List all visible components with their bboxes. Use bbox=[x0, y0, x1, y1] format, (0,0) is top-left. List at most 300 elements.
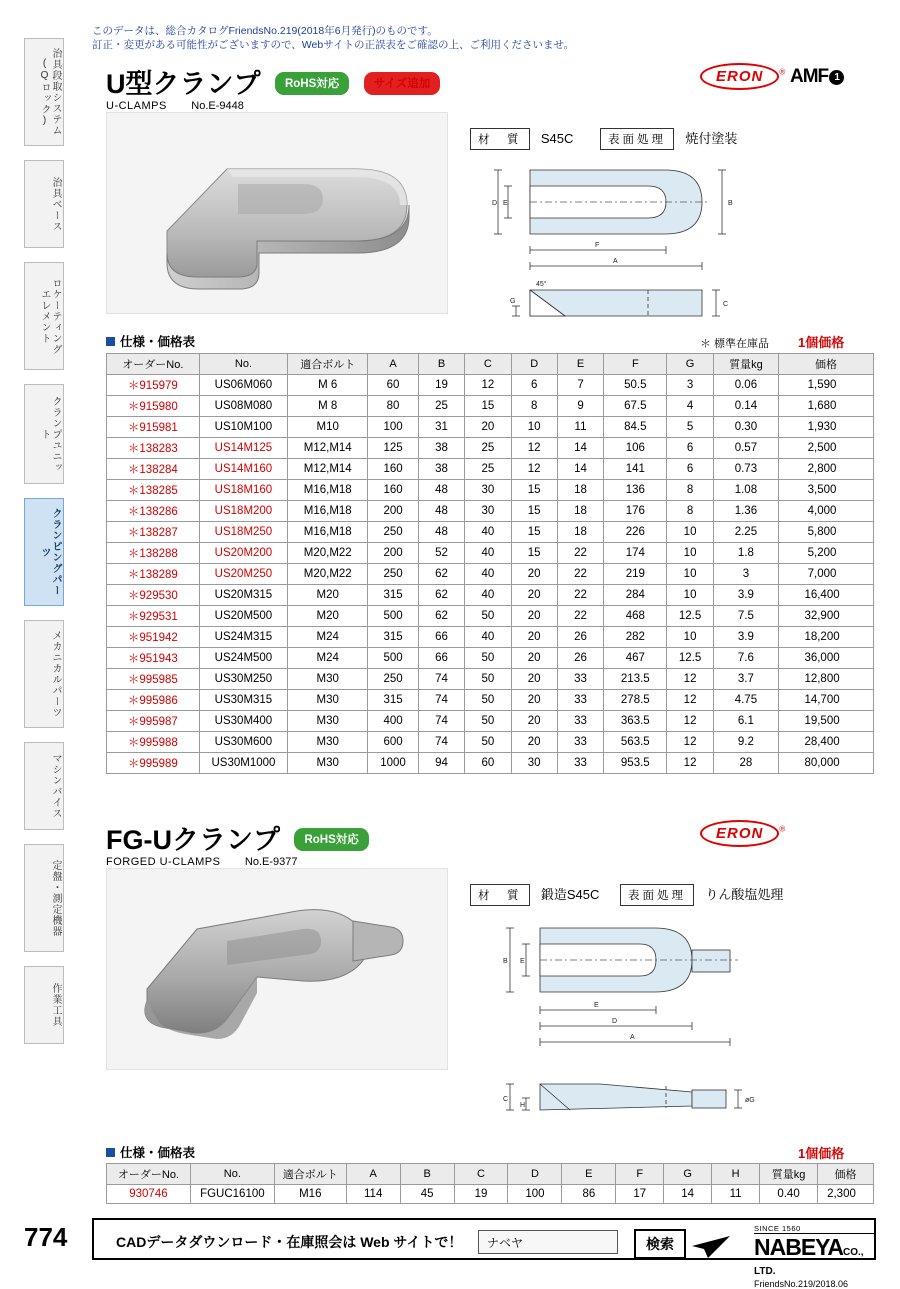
dimension-cell: 30 bbox=[511, 753, 557, 774]
svg-text:E: E bbox=[503, 200, 508, 207]
brand-eron-2 bbox=[700, 820, 785, 847]
dimension-cell: 2.25 bbox=[713, 522, 778, 543]
dimension-cell: 48 bbox=[418, 501, 464, 522]
table-row bbox=[107, 501, 874, 522]
dimension-cell: 467 bbox=[604, 648, 667, 669]
dimension-cell: 284 bbox=[604, 585, 667, 606]
dimension-cell: 1000 bbox=[368, 753, 419, 774]
column-header: オーダーNo. bbox=[107, 1164, 191, 1185]
svg-text:C: C bbox=[723, 301, 729, 308]
svg-text:H: H bbox=[520, 1102, 526, 1109]
sidebar-item-machine-vise[interactable] bbox=[24, 742, 64, 830]
dimension-cell: 160 bbox=[368, 459, 419, 480]
dimension-cell: 20 bbox=[511, 648, 557, 669]
dimension-cell: 22 bbox=[557, 543, 603, 564]
section1-unit-price-note: 1個価格 bbox=[798, 335, 845, 350]
dimension-cell: 250 bbox=[368, 564, 419, 585]
sidebar-item-surface-plate[interactable] bbox=[24, 844, 64, 952]
section2-material bbox=[470, 884, 599, 906]
u-clamp-photo-illustration bbox=[107, 113, 447, 313]
dimension-cell: 52 bbox=[418, 543, 464, 564]
table-row bbox=[107, 606, 874, 627]
order-number-cell: ＊915981 bbox=[107, 417, 200, 438]
fgu-clamp-photo-illustration bbox=[107, 869, 447, 1069]
dimension-cell: 14 bbox=[557, 459, 603, 480]
table-header-row bbox=[107, 354, 874, 375]
amf-text: AMF bbox=[790, 66, 829, 87]
column-header: D bbox=[508, 1164, 562, 1185]
dimension-cell: 33 bbox=[557, 732, 603, 753]
sidebar-item-label: マシンバイス bbox=[50, 753, 61, 819]
section1-title-jp: U型クランプ bbox=[106, 69, 261, 99]
dimension-cell: 74 bbox=[418, 669, 464, 690]
dimension-cell: M30 bbox=[288, 732, 368, 753]
dimension-cell: 12 bbox=[667, 711, 713, 732]
dimension-cell: 200 bbox=[368, 501, 419, 522]
column-header: G bbox=[667, 354, 713, 375]
order-number-cell: ＊995988 bbox=[107, 732, 200, 753]
dimension-cell: 22 bbox=[557, 585, 603, 606]
dimension-cell: 4 bbox=[667, 396, 713, 417]
dimension-cell: 6 bbox=[511, 375, 557, 396]
dimension-cell: 282 bbox=[604, 627, 667, 648]
dimension-cell: 33 bbox=[557, 711, 603, 732]
dimension-cell: 40 bbox=[465, 543, 511, 564]
sidebar-item-jig-base[interactable] bbox=[24, 160, 64, 248]
price-cell: 3,500 bbox=[779, 480, 874, 501]
order-number-cell: 930746 bbox=[107, 1185, 191, 1204]
dimension-cell: 0.14 bbox=[713, 396, 778, 417]
order-number-cell: ＊995989 bbox=[107, 753, 200, 774]
bullet-square-icon bbox=[106, 1148, 115, 1157]
dimension-cell: 40 bbox=[465, 627, 511, 648]
dimension-cell: 0.73 bbox=[713, 459, 778, 480]
price-cell: 1,680 bbox=[779, 396, 874, 417]
section2-surface bbox=[620, 884, 783, 906]
dimension-cell: 62 bbox=[418, 606, 464, 627]
dimension-cell: 9.2 bbox=[713, 732, 778, 753]
dimension-cell: 50 bbox=[465, 648, 511, 669]
price-cell: 7,000 bbox=[779, 564, 874, 585]
sidebar-item-label: クランピングパーツ bbox=[39, 508, 61, 596]
material-value: 鍛造S45C bbox=[540, 887, 600, 902]
dimension-cell: 62 bbox=[418, 564, 464, 585]
badge-rohs-2: RoHS対応 bbox=[294, 828, 368, 851]
dimension-cell: 30 bbox=[465, 501, 511, 522]
dimension-cell: M30 bbox=[288, 669, 368, 690]
dimension-cell: M30 bbox=[288, 753, 368, 774]
dimension-cell: 14 bbox=[664, 1185, 712, 1204]
column-header: C bbox=[454, 1164, 508, 1185]
dimension-cell: 125 bbox=[368, 438, 419, 459]
table-row bbox=[107, 753, 874, 774]
dimension-cell: 40 bbox=[465, 522, 511, 543]
dimension-cell: 26 bbox=[557, 648, 603, 669]
dimension-cell: 20 bbox=[511, 627, 557, 648]
section2-table-title bbox=[106, 1143, 195, 1161]
dimension-cell: 10 bbox=[667, 522, 713, 543]
part-number-cell: US30M1000 bbox=[199, 753, 288, 774]
registered-icon: ® bbox=[779, 67, 786, 77]
table-row bbox=[107, 480, 874, 501]
sidebar-item-label: 治具段取システム (Qロック) bbox=[39, 48, 61, 136]
dimension-cell: 7.6 bbox=[713, 648, 778, 669]
table-row bbox=[107, 375, 874, 396]
table-row bbox=[107, 1185, 874, 1204]
dimension-cell: 176 bbox=[604, 501, 667, 522]
badge-rohs: RoHS対応 bbox=[275, 72, 349, 95]
price-cell: 2,800 bbox=[779, 459, 874, 480]
price-cell: 18,200 bbox=[779, 627, 874, 648]
order-number-cell: ＊915980 bbox=[107, 396, 200, 417]
dimension-cell: 45 bbox=[400, 1185, 454, 1204]
dimension-cell: 6.1 bbox=[713, 711, 778, 732]
dimension-cell: 213.5 bbox=[604, 669, 667, 690]
price-cell: 36,000 bbox=[779, 648, 874, 669]
svg-text:F: F bbox=[595, 242, 600, 249]
order-number-cell: ＊995986 bbox=[107, 690, 200, 711]
dimension-cell: M 8 bbox=[288, 396, 368, 417]
dimension-cell: 12.5 bbox=[667, 606, 713, 627]
dimension-cell: M20,M22 bbox=[288, 564, 368, 585]
dimension-cell: 12.5 bbox=[667, 648, 713, 669]
column-header: 質量kg bbox=[713, 354, 778, 375]
part-number-cell: US24M500 bbox=[199, 648, 288, 669]
dimension-cell: 33 bbox=[557, 690, 603, 711]
dimension-cell: 50 bbox=[465, 711, 511, 732]
price-cell: 16,400 bbox=[779, 585, 874, 606]
dimension-cell: 0.30 bbox=[713, 417, 778, 438]
dimension-cell: 8 bbox=[511, 396, 557, 417]
eron-logo: ERON bbox=[700, 820, 779, 847]
table-body bbox=[107, 1185, 874, 1204]
sidebar-item-work-tools[interactable] bbox=[24, 966, 64, 1044]
dimension-cell: 50 bbox=[465, 732, 511, 753]
dimension-cell: M16,M18 bbox=[288, 522, 368, 543]
dimension-cell: M12,M14 bbox=[288, 459, 368, 480]
dimension-cell: 12 bbox=[511, 438, 557, 459]
dimension-cell: 1.8 bbox=[713, 543, 778, 564]
price-cell: 32,900 bbox=[779, 606, 874, 627]
nabeya-logo-block bbox=[754, 1224, 874, 1289]
part-number-cell: US20M200 bbox=[199, 543, 288, 564]
dimension-cell: 14 bbox=[557, 438, 603, 459]
table-header-row bbox=[107, 1164, 874, 1185]
dimension-cell: M30 bbox=[288, 690, 368, 711]
dimension-cell: 1.08 bbox=[713, 480, 778, 501]
order-number-cell: ＊138284 bbox=[107, 459, 200, 480]
dimension-cell: 62 bbox=[418, 585, 464, 606]
brand-amf bbox=[790, 66, 844, 88]
dimension-cell: 18 bbox=[557, 480, 603, 501]
dimension-cell: 953.5 bbox=[604, 753, 667, 774]
surface-value: 焼付塗装 bbox=[685, 131, 738, 146]
amf-logo bbox=[790, 66, 844, 88]
dimension-cell: 25 bbox=[465, 459, 511, 480]
order-number-cell: ＊915979 bbox=[107, 375, 200, 396]
footer-bar bbox=[92, 1218, 876, 1289]
part-number-cell: US20M315 bbox=[199, 585, 288, 606]
dimension-cell: 40 bbox=[465, 585, 511, 606]
section1-stock-note: ＊ 標準在庫品 bbox=[700, 338, 770, 350]
dimension-cell: 60 bbox=[368, 375, 419, 396]
column-header: D bbox=[511, 354, 557, 375]
dimension-cell: 38 bbox=[418, 438, 464, 459]
dimension-cell: M24 bbox=[288, 648, 368, 669]
order-number-cell: ＊951942 bbox=[107, 627, 200, 648]
order-number-cell: ＊138283 bbox=[107, 438, 200, 459]
page-number: 774 bbox=[24, 1222, 68, 1252]
dimension-cell: 20 bbox=[465, 417, 511, 438]
price-cell: 5,200 bbox=[779, 543, 874, 564]
section2-title-en: FORGED U-CLAMPS bbox=[106, 856, 221, 868]
column-header: 適合ボルト bbox=[288, 354, 368, 375]
dimension-cell: 26 bbox=[557, 627, 603, 648]
dimension-cell: 50 bbox=[465, 690, 511, 711]
table-row bbox=[107, 543, 874, 564]
dimension-cell: 106 bbox=[604, 438, 667, 459]
fgu-clamp-drawing bbox=[470, 908, 870, 1138]
dimension-cell: 6 bbox=[667, 438, 713, 459]
price-cell: 14,700 bbox=[779, 690, 874, 711]
dimension-cell: 600 bbox=[368, 732, 419, 753]
svg-text:C: C bbox=[503, 1096, 509, 1103]
dimension-cell: 48 bbox=[418, 522, 464, 543]
svg-text:D: D bbox=[492, 200, 498, 207]
dimension-cell: 66 bbox=[418, 627, 464, 648]
svg-text:E: E bbox=[520, 958, 525, 965]
dimension-cell: 19 bbox=[418, 375, 464, 396]
dimension-cell: 8 bbox=[667, 480, 713, 501]
sidebar-item-mechanical-parts[interactable] bbox=[24, 620, 64, 728]
dimension-cell: 315 bbox=[368, 627, 419, 648]
dimension-cell: 500 bbox=[368, 606, 419, 627]
dimension-cell: M10 bbox=[288, 417, 368, 438]
dimension-cell: 315 bbox=[368, 690, 419, 711]
column-header: 適合ボルト bbox=[274, 1164, 346, 1185]
dimension-cell: 136 bbox=[604, 480, 667, 501]
dimension-cell: M20 bbox=[288, 585, 368, 606]
dimension-cell: 15 bbox=[511, 480, 557, 501]
dimension-cell: 0.40 bbox=[760, 1185, 818, 1204]
column-header: B bbox=[418, 354, 464, 375]
svg-text:D: D bbox=[612, 1018, 618, 1025]
dimension-cell: 400 bbox=[368, 711, 419, 732]
part-number-cell: US30M315 bbox=[199, 690, 288, 711]
table-row bbox=[107, 564, 874, 585]
dimension-cell: 6 bbox=[667, 459, 713, 480]
price-cell: 28,400 bbox=[779, 732, 874, 753]
column-header: A bbox=[346, 1164, 400, 1185]
top-note-line1: このデータは、総合カタログFriendsNo.219(2018年6月発行)のものです。 bbox=[92, 25, 438, 37]
dimension-cell: 20 bbox=[511, 606, 557, 627]
table-row bbox=[107, 585, 874, 606]
dimension-cell: 5 bbox=[667, 417, 713, 438]
section1-table-title bbox=[106, 332, 195, 350]
section2-spec-table bbox=[106, 1163, 874, 1204]
dimension-cell: 25 bbox=[418, 396, 464, 417]
part-number-cell: US18M250 bbox=[199, 522, 288, 543]
dimension-cell: M16,M18 bbox=[288, 501, 368, 522]
table-row bbox=[107, 627, 874, 648]
dimension-cell: 3.9 bbox=[713, 627, 778, 648]
top-note bbox=[92, 24, 792, 52]
eron-logo: ERON bbox=[700, 63, 779, 90]
svg-text:45°: 45° bbox=[536, 281, 547, 288]
material-value: S45C bbox=[540, 131, 574, 146]
part-number-cell: US08M080 bbox=[199, 396, 288, 417]
order-number-cell: ＊995987 bbox=[107, 711, 200, 732]
dimension-cell: 3 bbox=[667, 375, 713, 396]
dimension-cell: 15 bbox=[511, 501, 557, 522]
sidebar-item-clamping-parts[interactable] bbox=[24, 498, 64, 606]
table-row bbox=[107, 396, 874, 417]
section2-technical-drawing bbox=[470, 908, 870, 1138]
brand-eron-1 bbox=[700, 63, 785, 90]
dimension-cell: 8 bbox=[667, 501, 713, 522]
dimension-cell: 141 bbox=[604, 459, 667, 480]
svg-text:G: G bbox=[510, 298, 516, 305]
part-number-cell: US30M400 bbox=[199, 711, 288, 732]
dimension-cell: M12,M14 bbox=[288, 438, 368, 459]
sidebar-item-qlock[interactable] bbox=[24, 38, 64, 146]
section2-title-jp: FG-Uクランプ bbox=[106, 825, 280, 855]
dimension-cell: 67.5 bbox=[604, 396, 667, 417]
svg-text:A: A bbox=[630, 1034, 635, 1041]
cursor-arrow-icon bbox=[686, 1234, 732, 1260]
price-cell: 2,300 bbox=[817, 1185, 873, 1204]
svg-text:B: B bbox=[728, 200, 733, 207]
side-tab-rail bbox=[24, 38, 68, 1050]
dimension-cell: 33 bbox=[557, 669, 603, 690]
table-row bbox=[107, 459, 874, 480]
badge-size-added: サイズ追加 bbox=[364, 72, 441, 95]
surface-value: りん酸塩処理 bbox=[705, 887, 784, 902]
dimension-cell: 11 bbox=[712, 1185, 760, 1204]
svg-text:A: A bbox=[613, 258, 618, 265]
sidebar-item-locating-element[interactable] bbox=[24, 262, 64, 370]
part-number-cell: US14M160 bbox=[199, 459, 288, 480]
dimension-cell: 363.5 bbox=[604, 711, 667, 732]
dimension-cell: 7.5 bbox=[713, 606, 778, 627]
dimension-cell: 22 bbox=[557, 606, 603, 627]
sidebar-item-clamp-unit[interactable] bbox=[24, 384, 64, 484]
company-suffix: CO., LTD. bbox=[754, 1247, 864, 1277]
dimension-cell: 12 bbox=[667, 753, 713, 774]
dimension-cell: 10 bbox=[667, 564, 713, 585]
top-note-line2: 訂正・変更がある可能性がございますので、Webサイトの正誤表をご確認の上、ご利用くださいませ。 bbox=[92, 39, 575, 51]
dimension-cell: 50 bbox=[465, 669, 511, 690]
dimension-cell: 66 bbox=[418, 648, 464, 669]
dimension-cell: 278.5 bbox=[604, 690, 667, 711]
search-input[interactable] bbox=[478, 1230, 618, 1254]
section1-surface bbox=[600, 128, 737, 150]
sidebar-item-label: クランプユニット bbox=[39, 395, 61, 473]
sidebar-item-label: 治具ベース bbox=[50, 176, 61, 232]
order-number-cell: ＊929530 bbox=[107, 585, 200, 606]
table-row bbox=[107, 669, 874, 690]
dimension-cell: 100 bbox=[508, 1185, 562, 1204]
order-number-cell: ＊951943 bbox=[107, 648, 200, 669]
dimension-cell: 1.36 bbox=[713, 501, 778, 522]
section2-number: No.E-9377 bbox=[244, 856, 298, 868]
column-header: H bbox=[712, 1164, 760, 1185]
sidebar-item-label: 作業工具 bbox=[50, 983, 61, 1027]
order-number-cell: ＊138285 bbox=[107, 480, 200, 501]
dimension-cell: 60 bbox=[465, 753, 511, 774]
since-text: SINCE 1560 bbox=[754, 1224, 801, 1233]
dimension-cell: 12 bbox=[667, 690, 713, 711]
svg-text:B: B bbox=[503, 958, 508, 965]
section1-product-photo bbox=[106, 112, 448, 314]
dimension-cell: 12 bbox=[511, 459, 557, 480]
dimension-cell: 31 bbox=[418, 417, 464, 438]
order-number-cell: ＊138289 bbox=[107, 564, 200, 585]
dimension-cell: 20 bbox=[511, 732, 557, 753]
part-number-cell: US18M200 bbox=[199, 501, 288, 522]
order-number-cell: ＊995985 bbox=[107, 669, 200, 690]
dimension-cell: 15 bbox=[511, 522, 557, 543]
dimension-cell: 10 bbox=[511, 417, 557, 438]
order-number-cell: ＊929531 bbox=[107, 606, 200, 627]
dimension-cell: M30 bbox=[288, 711, 368, 732]
dimension-cell: 74 bbox=[418, 711, 464, 732]
registered-icon: ® bbox=[779, 824, 786, 834]
surface-label: 表面処理 bbox=[600, 128, 674, 150]
dimension-cell: 20 bbox=[511, 669, 557, 690]
dimension-cell: M20,M22 bbox=[288, 543, 368, 564]
price-cell: 80,000 bbox=[779, 753, 874, 774]
table-title-text: 仕様・価格表 bbox=[120, 1146, 196, 1160]
dimension-cell: 250 bbox=[368, 522, 419, 543]
order-number-cell: ＊138288 bbox=[107, 543, 200, 564]
dimension-cell: 48 bbox=[418, 480, 464, 501]
dimension-cell: 18 bbox=[557, 522, 603, 543]
dimension-cell: 15 bbox=[465, 396, 511, 417]
dimension-cell: 9 bbox=[557, 396, 603, 417]
dimension-cell: 200 bbox=[368, 543, 419, 564]
dimension-cell: 10 bbox=[667, 585, 713, 606]
dimension-cell: 10 bbox=[667, 627, 713, 648]
column-header: G bbox=[664, 1164, 712, 1185]
dimension-cell: 174 bbox=[604, 543, 667, 564]
column-header: E bbox=[562, 1164, 616, 1185]
u-clamp-drawing bbox=[470, 150, 870, 325]
column-header: B bbox=[400, 1164, 454, 1185]
amf-mark-icon: 1 bbox=[829, 70, 844, 85]
cad-download-text: CADデータダウンロード・在庫照会は Web サイトで！ bbox=[116, 1234, 463, 1250]
price-cell: 5,800 bbox=[779, 522, 874, 543]
price-cell: 1,590 bbox=[779, 375, 874, 396]
dimension-cell: M24 bbox=[288, 627, 368, 648]
dimension-cell: M20 bbox=[288, 606, 368, 627]
dimension-cell: 563.5 bbox=[604, 732, 667, 753]
dimension-cell: 3.9 bbox=[713, 585, 778, 606]
dimension-cell: 500 bbox=[368, 648, 419, 669]
dimension-cell: 40 bbox=[465, 564, 511, 585]
dimension-cell: 74 bbox=[418, 732, 464, 753]
search-button[interactable]: 検索 bbox=[634, 1229, 686, 1259]
table-row bbox=[107, 690, 874, 711]
column-header: 価格 bbox=[779, 354, 874, 375]
part-number-cell: US10M100 bbox=[199, 417, 288, 438]
dimension-cell: 84.5 bbox=[604, 417, 667, 438]
column-header: A bbox=[368, 354, 419, 375]
part-number-cell: US14M125 bbox=[199, 438, 288, 459]
svg-text:E: E bbox=[594, 1002, 599, 1009]
section1-material bbox=[470, 128, 573, 150]
section1-title-en: U-CLAMPS bbox=[106, 100, 167, 112]
